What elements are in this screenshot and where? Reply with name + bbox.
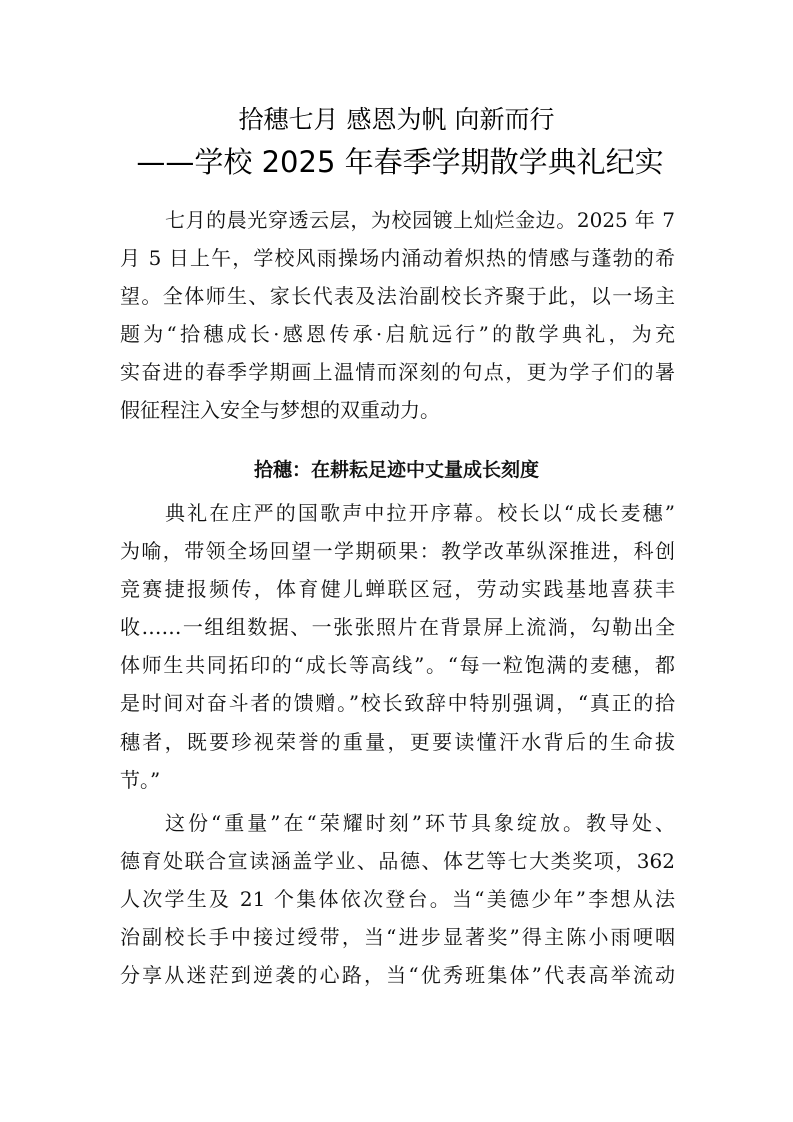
text-line: 分享从迷茫到逆袭的心路，当“优秀班集体”代表高举流动 bbox=[120, 963, 675, 987]
text-line: 假征程注入安全与梦想的双重动力。 bbox=[120, 398, 440, 422]
text-line: 为喻，带领全场回望一学期硕果：教学改革纵深推进，科创 bbox=[120, 539, 675, 563]
text-line: 七月的晨光穿透云层，为校园镀上灿烂金边。2025 年 7 bbox=[165, 208, 675, 232]
text-line: 治副校长手中接过绶带，当“进步显著奖”得主陈小雨哽咽 bbox=[120, 925, 675, 949]
text-line: 实奋进的春季学期画上温情而深刻的句点，更为学子们的暑 bbox=[120, 360, 675, 384]
text-line: 是时间对奋斗者的馈赠。”校长致辞中特别强调，“真正的拾 bbox=[120, 691, 675, 715]
text-line: 竞赛捷报频传，体育健儿蝉联区冠，劳动实践基地喜获丰 bbox=[120, 577, 675, 601]
text-line: 望。全体师生、家长代表及法治副校长齐聚于此，以一场主 bbox=[120, 284, 675, 308]
text-line: 题为“拾穗成长·感恩传承·启航远行”的散学典礼，为充 bbox=[120, 322, 675, 346]
text-line: 体师生共同拓印的“成长等高线”。“每一粒饱满的麦穗，都 bbox=[120, 653, 675, 677]
text-line: 典礼在庄严的国歌声中拉开序幕。校长以“成长麦穗” bbox=[165, 501, 675, 525]
text-line: 这份“重量”在“荣耀时刻”环节具象绽放。教导处、 bbox=[165, 811, 675, 835]
text-line: 节。” bbox=[120, 768, 161, 792]
section-heading: 拾穗：在耕耘足迹中丈量成长刻度 bbox=[253, 459, 539, 481]
text-line: 穗者，既要珍视荣誉的重量，更要读懂汗水背后的生命拔 bbox=[120, 730, 675, 754]
document-title: 拾穗七月 感恩为帆 向新而行 bbox=[238, 105, 555, 134]
document-subtitle: ——学校 2025 年春季学期散学典礼纪实 bbox=[136, 145, 664, 179]
text-line: 收……一组组数据、一张张照片在背景屏上流淌，勾勒出全 bbox=[120, 615, 675, 639]
text-line: 月 5 日上午，学校风雨操场内涌动着炽热的情感与蓬勃的希 bbox=[120, 246, 675, 270]
text-line: 人次学生及 21 个集体依次登台。当“美德少年”李想从法 bbox=[120, 887, 675, 911]
text-line: 德育处联合宣读涵盖学业、品德、体艺等七大类奖项，362 bbox=[120, 849, 675, 873]
